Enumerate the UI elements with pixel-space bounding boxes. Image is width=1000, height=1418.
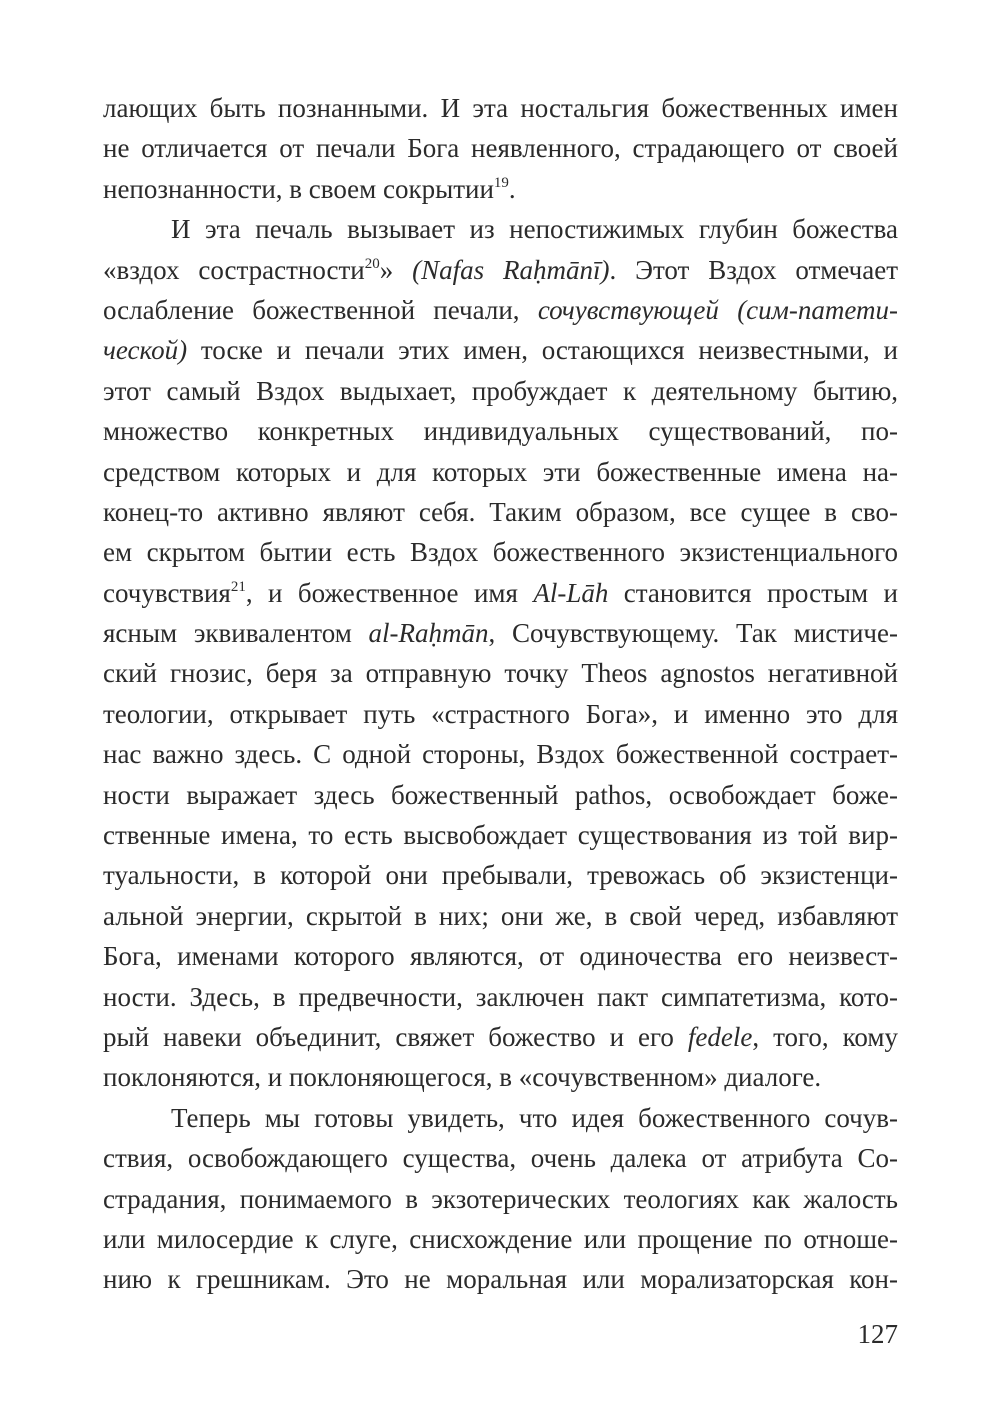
text-run: средством которых и для которых эти божественные имена на-: [103, 456, 898, 487]
italic-text: (Nafas Raḥmānī): [412, 254, 610, 285]
text-run: конец-то активно являют себя. Таким образом, все сущее в сво-: [103, 496, 898, 527]
text-line: [103, 977, 898, 1017]
text-run: , Сочувствующему. Так мистиче-: [488, 618, 898, 649]
text-line: [103, 573, 898, 613]
text-line: [103, 1017, 898, 1057]
text-line: [103, 1057, 898, 1097]
footnote-marker: 19: [493, 174, 509, 191]
text-line: [103, 815, 898, 855]
text-run: тоске и печали этих имен, остающихся неизвестными, и: [187, 335, 898, 366]
text-line: [103, 250, 898, 290]
text-run: непознанности, в своем сокрытии: [103, 173, 494, 204]
text-run: ем скрытом бытии есть Вздох божественного экзистенциального: [103, 537, 898, 568]
text-run: ности выражает здесь божественный pathos, освобождает боже-: [103, 779, 898, 810]
text-run: «вздох сострастности: [103, 254, 365, 285]
text-run: ствия, освобождающего существа, очень далека от атрибута Со-: [103, 1143, 898, 1174]
text-run: альной энергии, скрытой в них; они же, в свой черед, избавляют: [103, 900, 898, 931]
text-line: [103, 855, 898, 895]
text-run: туальности, в которой они пребывали, тревожась об экзистенци-: [103, 860, 898, 891]
text-line: [103, 330, 898, 370]
text-run: ский гнозис, беря за отправную точку Theos agnostos негативной: [103, 658, 898, 689]
text-run: лающих быть познанными. И эта ностальгия божественных имен: [103, 93, 898, 123]
text-run: нию к грешникам. Это не моральная или морализаторская кон-: [103, 1264, 898, 1295]
text-line: [103, 936, 898, 976]
text-line: [103, 653, 898, 693]
text-line: [103, 169, 898, 209]
text-run: .: [508, 173, 516, 204]
text-run: нас важно здесь. С одной стороны, Вздох божественной сострает-: [103, 739, 898, 770]
text-run: теологии, открывает путь «страстного Бога», и именно это для: [103, 698, 898, 729]
text-line: [103, 290, 898, 330]
text-run: становится простым и: [608, 577, 898, 608]
footnote-marker: 21: [230, 578, 246, 595]
text-run: Бога, именами которого являются, от одиночества его неизвест-: [103, 941, 898, 972]
text-line: [103, 209, 898, 249]
text-line: [103, 694, 898, 734]
text-run: И эта печаль вызывает из непостижимых глубин божества: [171, 214, 898, 245]
text-run: ственные имена, то есть высвобождает существования из той вир-: [103, 820, 898, 851]
paragraph: [103, 209, 898, 1098]
text-run: , того, кому: [752, 1021, 898, 1052]
text-line: [103, 128, 898, 168]
text-run: , и божественное имя: [245, 577, 534, 608]
italic-text: ческой): [103, 335, 188, 366]
text-line: [103, 613, 898, 653]
text-run: рый навеки объединит, свяжет божество и его: [103, 1021, 688, 1052]
text-line: [103, 896, 898, 936]
text-run: сочувствия: [103, 577, 231, 608]
italic-text: fedele: [687, 1021, 753, 1052]
text-line: [103, 1259, 898, 1299]
text-run: ности. Здесь, в предвечности, заключен пакт симпатетизма, кото-: [103, 981, 898, 1012]
text-run: множество конкретных индивидуальных существований, по-: [103, 416, 898, 447]
text-line: [103, 775, 898, 815]
text-run: поклоняются, и поклоняющегося, в «сочувственном» диалоге.: [103, 1062, 822, 1093]
footnote-marker: 20: [364, 255, 380, 272]
text-line: [103, 452, 898, 492]
text-run: не отличается от печали Бога неявленного, страдающего от своей: [103, 133, 898, 164]
text-line: [103, 411, 898, 451]
text-line: [103, 1098, 898, 1138]
text-line: [103, 1219, 898, 1259]
text-line: [103, 532, 898, 572]
text-run: . Этот Вздох отмечает: [609, 254, 899, 285]
italic-text: Al-Lāh: [533, 577, 609, 608]
text-run: ясным эквивалентом: [103, 618, 369, 649]
text-run: »: [379, 254, 413, 285]
body-text: [103, 88, 898, 1300]
italic-text: al-Raḥmān: [368, 618, 489, 649]
text-line: [103, 492, 898, 532]
text-line: [103, 371, 898, 411]
text-line: [103, 88, 898, 128]
text-line: [103, 1179, 898, 1219]
italic-text: сочувствующей (сим-патети-: [537, 294, 899, 325]
page-number: 127: [857, 1319, 898, 1349]
text-run: этот самый Вздох выдыхает, пробуждает к деятельному бытию,: [103, 375, 898, 406]
text-line: [103, 734, 898, 774]
paragraph: [103, 1098, 898, 1300]
text-line: [103, 1138, 898, 1178]
paragraph: [103, 88, 898, 209]
text-run: страдания, понимаемого в экзотерических теологиях как жалость: [103, 1183, 898, 1214]
text-run: Теперь мы готовы увидеть, что идея божественного сочув-: [171, 1102, 898, 1133]
text-run: или милосердие к слуге, снисхождение или прощение по отноше-: [103, 1223, 898, 1254]
text-run: ослабление божественной печали,: [103, 294, 538, 325]
